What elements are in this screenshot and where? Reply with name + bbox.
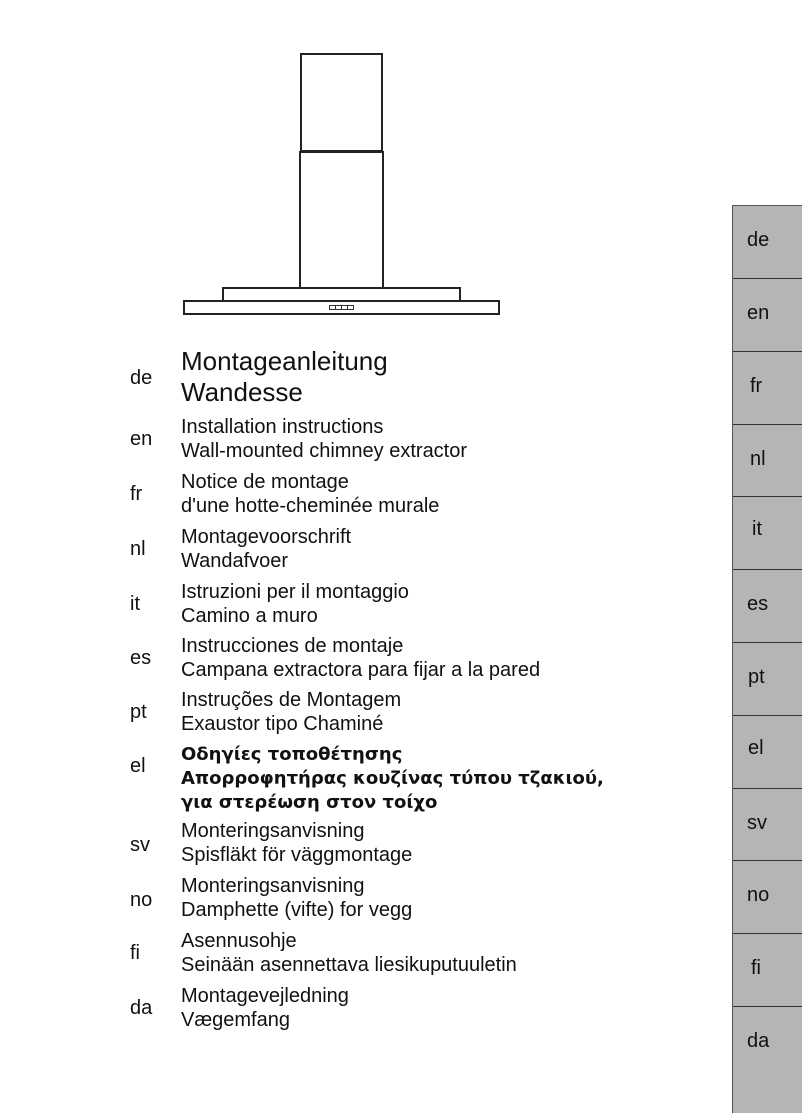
- upper-chimney-section: [301, 54, 382, 151]
- hood-illustration: [0, 0, 802, 330]
- entry-title: Monteringsanvisning: [181, 820, 365, 842]
- entry-title: Asennusohje: [181, 930, 297, 952]
- entry-title: Instruções de Montagem: [181, 689, 402, 711]
- tab-fr[interactable]: [733, 351, 802, 424]
- entry-subtitle: Vægemfang: [181, 1009, 290, 1031]
- entry-subtitle: Seinään asennettava liesikuputuuletin: [181, 954, 517, 976]
- entry-subtitle: Camino a muro: [181, 605, 318, 627]
- hood-canopy-top: [223, 288, 460, 301]
- language-code: es: [130, 647, 152, 669]
- language-code: fr: [130, 483, 143, 505]
- entry-subtitle: Damphette (vifte) for vegg: [181, 899, 413, 921]
- entry-title: Instrucciones de montaje: [181, 635, 404, 657]
- language-code: en: [130, 428, 153, 450]
- tab-de[interactable]: [733, 206, 802, 278]
- tab-en[interactable]: [733, 278, 802, 351]
- tab-label: sv: [747, 812, 767, 834]
- entry-subtitle: Exaustor tipo Chaminé: [181, 713, 384, 735]
- tab-label: de: [747, 229, 770, 251]
- entry-title: Montagevejledning: [181, 985, 349, 1007]
- tab-no[interactable]: [733, 860, 802, 933]
- language-code: da: [130, 997, 153, 1019]
- tab-pt[interactable]: [733, 642, 802, 715]
- tab-nl[interactable]: [733, 424, 802, 496]
- entry-subtitle-continued: για στερέωση στον τοίχο: [181, 792, 438, 813]
- chimney-hood-icon: [0, 0, 802, 330]
- tab-label: da: [747, 1030, 770, 1052]
- entry-subtitle: Campana extractora para fijar a la pared: [181, 659, 541, 681]
- tab-label: el: [748, 737, 764, 759]
- lower-chimney-section: [300, 152, 383, 288]
- entry-title: Montageanleitung: [181, 346, 388, 376]
- tab-da[interactable]: [733, 1006, 802, 1114]
- language-code: el: [130, 755, 146, 777]
- tab-el[interactable]: [733, 715, 802, 788]
- language-code: no: [130, 889, 153, 911]
- entry-title: Notice de montage: [181, 471, 349, 493]
- language-code: fi: [130, 942, 140, 964]
- tab-label: fr: [750, 375, 763, 397]
- tab-label: en: [747, 302, 770, 324]
- tab-label: fi: [751, 957, 761, 979]
- language-code: nl: [130, 538, 146, 560]
- entry-subtitle: Wall-mounted chimney extractor: [181, 440, 468, 462]
- language-code: de: [130, 367, 153, 389]
- entry-title: Istruzioni per il montaggio: [181, 581, 409, 603]
- tab-label: nl: [750, 448, 766, 470]
- tab-label: es: [747, 593, 769, 615]
- language-code: sv: [130, 834, 150, 856]
- tab-es[interactable]: [733, 569, 802, 642]
- entry-title: Montagevoorschrift: [181, 526, 352, 548]
- language-tab-strip: [732, 205, 802, 1113]
- entry-subtitle: d'une hotte-cheminée murale: [181, 495, 440, 517]
- entry-title: Installation instructions: [181, 416, 384, 438]
- entry-title: Οδηγίες τοποθέτησης: [181, 744, 403, 765]
- entry-subtitle: Wandesse: [181, 377, 303, 407]
- entry-subtitle: Wandafvoer: [181, 550, 289, 572]
- tab-label: pt: [748, 666, 765, 688]
- tab-it[interactable]: [733, 496, 802, 569]
- tab-sv[interactable]: [733, 788, 802, 860]
- entry-subtitle: Spisfläkt för väggmontage: [181, 844, 413, 866]
- language-code: it: [130, 593, 140, 615]
- language-code: pt: [130, 701, 147, 723]
- tab-fi[interactable]: [733, 933, 802, 1006]
- entry-subtitle: Απορροφητήρας κουζίνας τύπου τζακιού,: [181, 768, 604, 789]
- control-panel: [330, 306, 354, 310]
- tab-label: no: [747, 884, 770, 906]
- entry-title: Monteringsanvisning: [181, 875, 365, 897]
- tab-label: it: [752, 518, 762, 540]
